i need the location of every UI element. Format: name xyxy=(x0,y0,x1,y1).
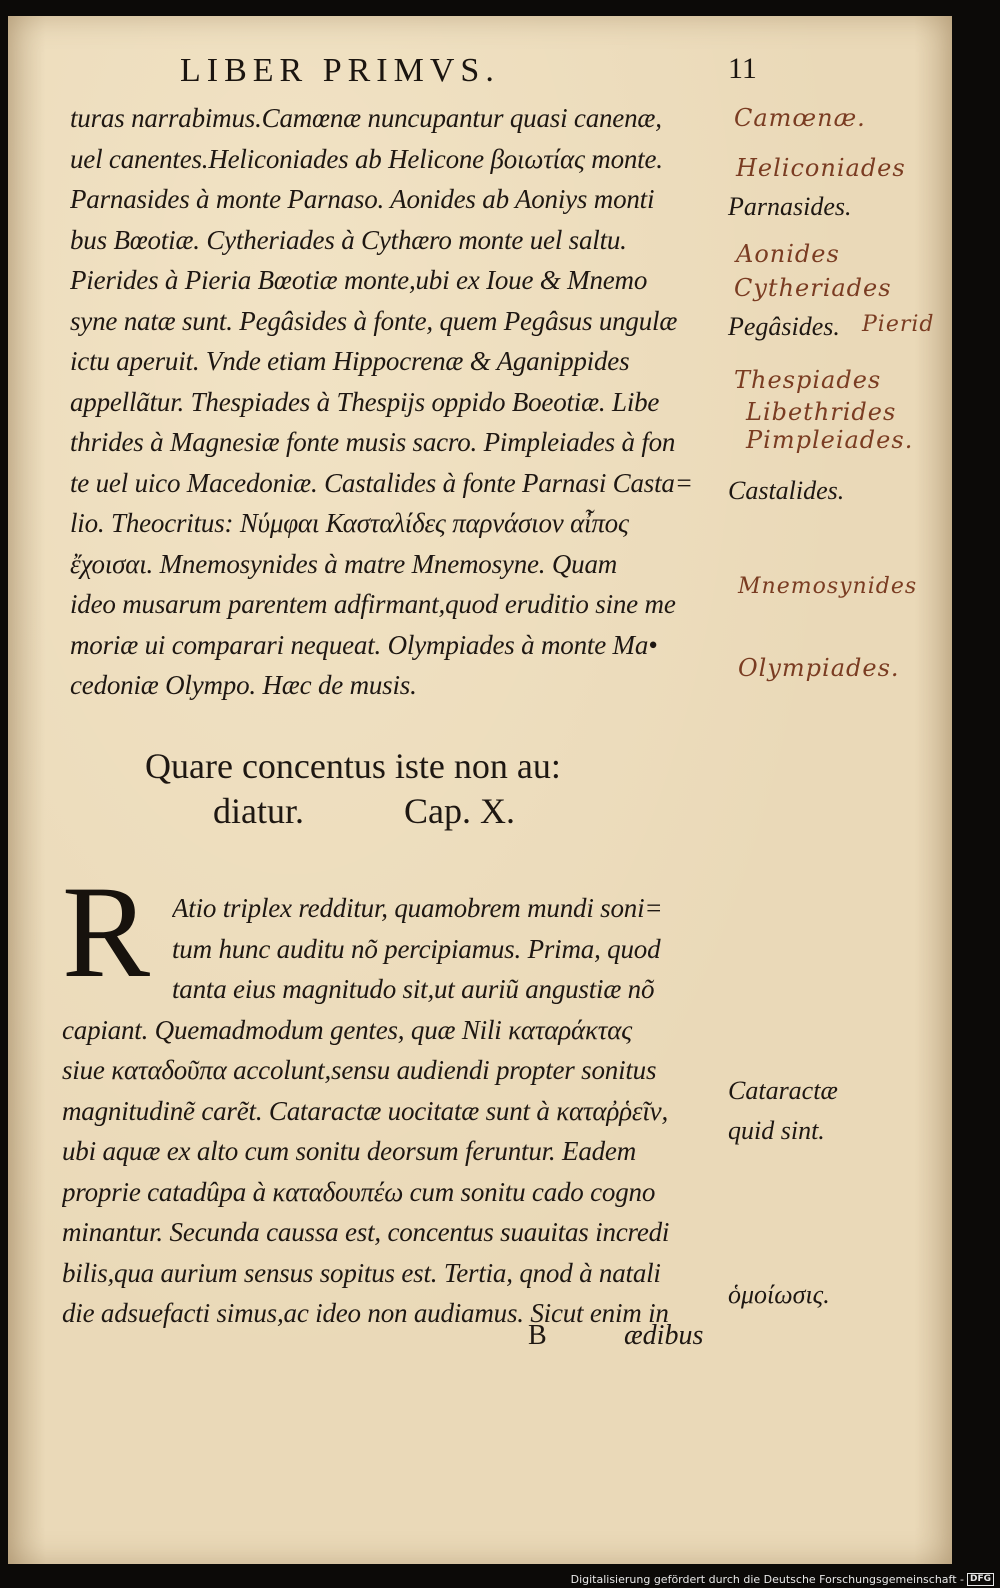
handwritten-note: Olympiades. xyxy=(738,654,900,682)
handwritten-note: Aonides xyxy=(736,240,840,268)
handwritten-note: Cytheriades xyxy=(734,274,892,302)
text-line: turas narrabimus.Camœnæ nuncupantur quasi canenæ, xyxy=(70,103,662,133)
heading-line xyxy=(145,789,705,834)
folio-number: 11 xyxy=(728,52,757,85)
text-line: bus Bœotiæ. Cytheriades à Cythæro monte uel saltu. xyxy=(70,224,627,255)
digitization-credit xyxy=(571,1573,994,1586)
text-line: thrides à Magnesiæ fonte musis sacro. Pimpleiades à fon xyxy=(70,427,676,457)
text-line: appellãtur. Thespiades à Thespijs oppido Boeotiæ. Libe xyxy=(70,386,660,417)
running-head: LIBER PRIMVS. xyxy=(180,52,500,89)
margin-note: Pegâsides. xyxy=(728,312,840,341)
handwritten-note: Pimpleiades. xyxy=(746,426,914,454)
handwritten-note: Libethrides xyxy=(746,398,897,426)
credit-text: Digitalisierung gefördert durch die Deutsche Forschungsgemeinschaft - xyxy=(570,1573,964,1586)
text-line: tum hunc auditu nõ percipiamus. Prima, quod xyxy=(172,933,661,964)
text-line: Atio triplex redditur, quamobrem mundi soni= xyxy=(172,893,663,923)
text-line: minantur. Secunda caussa est, concentus suauitas incredi xyxy=(62,1217,670,1247)
margin-note: Cataractæ xyxy=(728,1076,838,1105)
text-line: Parnasides à monte Parnaso. Aonides ab Aoniys monti xyxy=(70,184,655,214)
margin-note: Castalides. xyxy=(728,476,845,505)
text-line: magnitudinẽ carẽt. Cataractæ uocitatæ sunt à καταῤῥεῖν, xyxy=(62,1095,668,1126)
text-line: moriæ ui comparari nequeat. Olympiades à monte Ma• xyxy=(70,629,658,660)
text-line: ἔχοισαι. Mnemosynides à matre Mnemosyne. Quam xyxy=(70,548,618,579)
catchword: ædibus xyxy=(624,1320,704,1351)
text-block-1 xyxy=(70,98,725,706)
handwritten-note: Pierid xyxy=(862,312,935,337)
margin-note: quid sint. xyxy=(728,1116,825,1145)
text-line: tanta eius magnitudo sit,ut auriũ angustiæ nõ xyxy=(172,974,655,1004)
margin-note: Parnasides. xyxy=(728,192,852,221)
heading-word: diatur. xyxy=(213,791,304,831)
text-line: ideo musarum parentem adfirmant,quod eruditio sine me xyxy=(70,589,676,619)
text-line: lio. Theocritus: Νύμφαι Κασταλίδες παρνάσιον αἶπος xyxy=(70,508,629,538)
chapter-heading xyxy=(145,744,705,834)
text-line: ictu aperuit. Vnde etiam Hippocrenæ & Aganippides xyxy=(70,346,630,376)
text-line: proprie catadûpa à καταδουπέω cum sonitu cado cogno xyxy=(62,1176,656,1207)
margin-note: ὁμοίωσις. xyxy=(728,1280,830,1309)
text-line: siue καταδοῦπα accolunt,sensu audiendi propter sonitus xyxy=(62,1055,657,1085)
text-line: ubi aquæ ex alto cum sonitu deorsum feruntur. Eadem xyxy=(62,1136,637,1166)
text-line: uel canentes.Heliconiades ab Helicone βοιωτίας monte. xyxy=(70,143,663,174)
heading-line: Quare concentus iste non au: xyxy=(145,746,561,786)
text-line: capiant. Quemadmodum gentes, quæ Nili καταράκτας xyxy=(62,1014,632,1045)
text-line: bilis,qua aurium sensus sopitus est. Tertia, qnod à natali xyxy=(62,1257,661,1288)
text-line: Pierides à Pieria Bœotiæ monte,ubi ex Ioue & Mnemo xyxy=(70,265,648,295)
chapter-number: Cap. X. xyxy=(403,791,515,831)
text-line: cedoniæ Olympo. Hæc de musis. xyxy=(70,670,417,700)
handwritten-note: Heliconiades xyxy=(736,154,906,182)
handwritten-note: Thespiades xyxy=(734,366,882,394)
signature-mark: B xyxy=(528,1320,547,1351)
text-line: syne natæ sunt. Pegâsides à fonte, quem Pegâsus ungulæ xyxy=(70,305,678,336)
text-block-2-indented xyxy=(172,888,712,1010)
dfg-logo-icon: DFG xyxy=(967,1573,994,1586)
text-line: die adsuefacti simus,ac ideo non audiamus. Sicut enim in xyxy=(62,1298,669,1328)
handwritten-note: Camœnæ. xyxy=(734,104,866,132)
text-line: te uel uico Macedoniæ. Castalides à fonte Parnasi Casta= xyxy=(70,467,693,498)
text-block-2 xyxy=(62,1010,717,1334)
handwritten-note: Mnemosynides xyxy=(738,574,918,599)
drop-cap-initial: R xyxy=(62,858,151,1005)
